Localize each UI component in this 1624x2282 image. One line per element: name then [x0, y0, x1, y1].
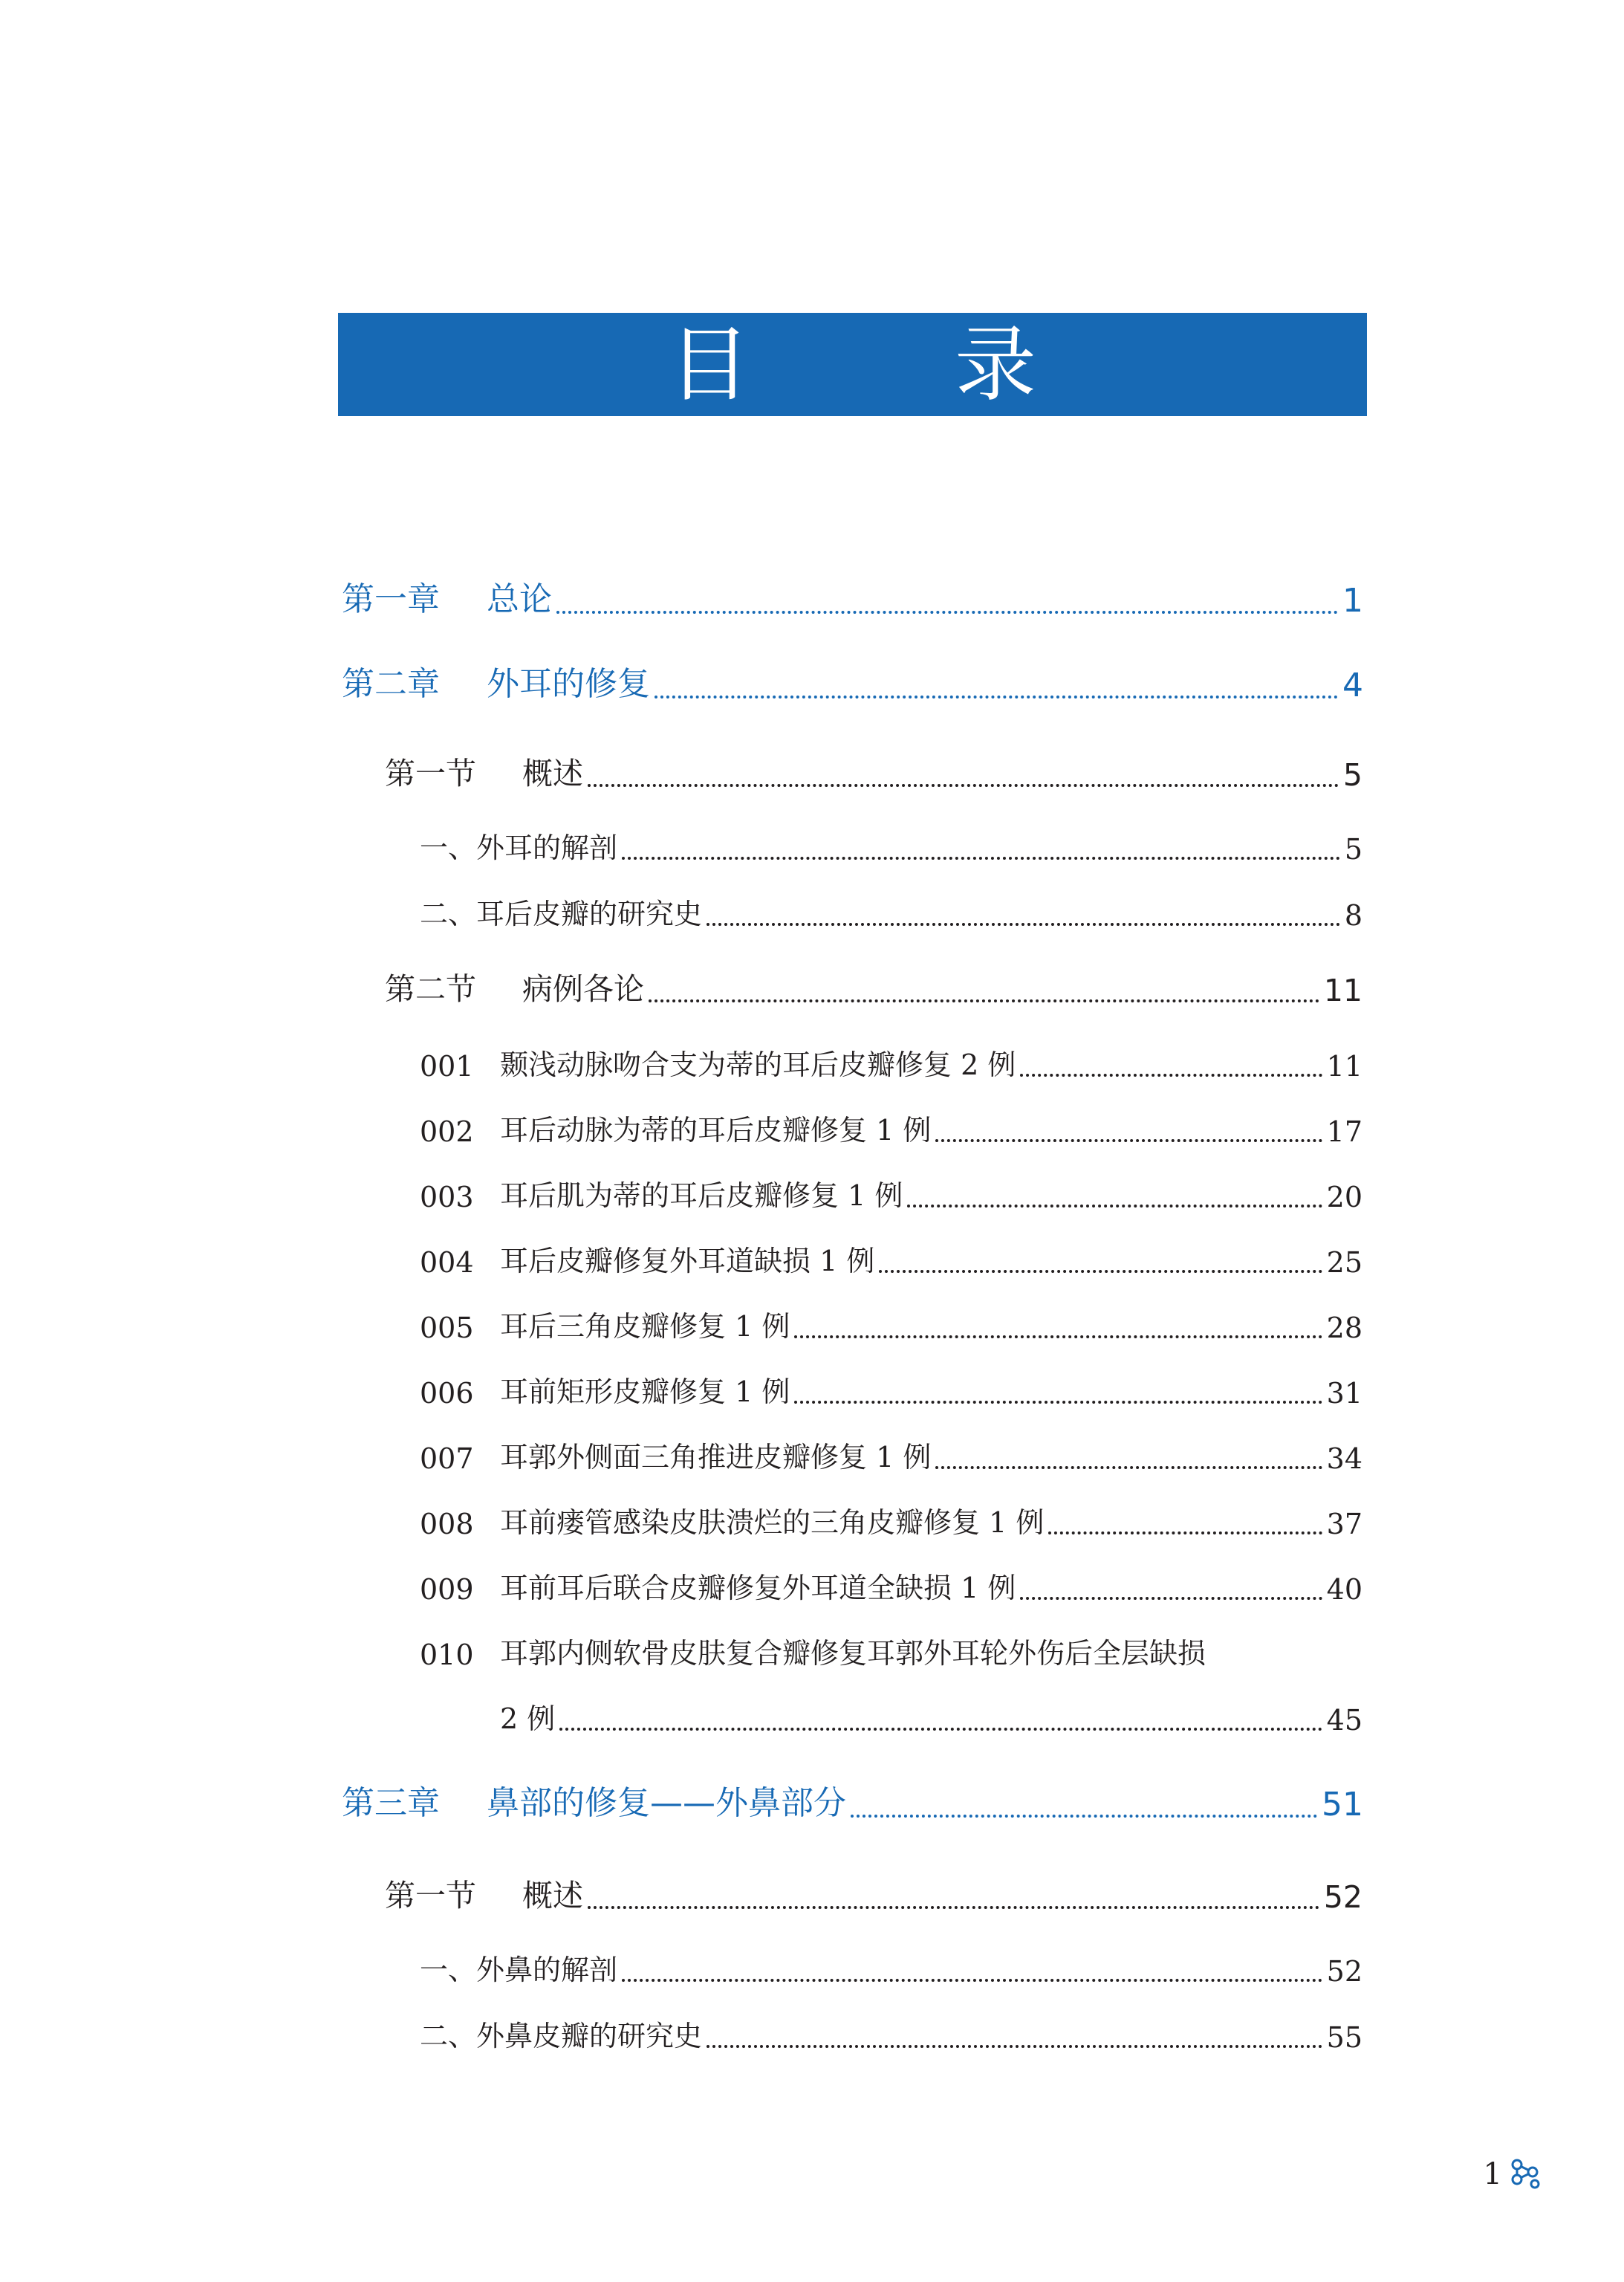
- case-title: 耳后皮瓣修复外耳道缺损 1 例: [500, 1245, 875, 1277]
- case-number: 001: [420, 1050, 474, 1083]
- toc-section-2-2[interactable]: [385, 965, 1362, 1008]
- page-footer: [1484, 2156, 1542, 2193]
- page-number: 11: [1326, 1050, 1362, 1083]
- case-title-continued: 2 例: [500, 1702, 556, 1735]
- case-number: 006: [420, 1377, 474, 1410]
- dot-leader: [622, 857, 1340, 860]
- page-number: 52: [1326, 1955, 1362, 1988]
- chapter-title: 外耳的修复: [487, 665, 650, 703]
- page-number: 1: [1342, 582, 1363, 620]
- footer-page-number: 1: [1483, 2157, 1502, 2191]
- subsection-title: 二、外鼻皮瓣的研究史: [420, 2020, 703, 2052]
- toc-case[interactable]: [420, 1238, 1362, 1279]
- subsection-title: 一、外鼻的解剖: [420, 1954, 618, 1986]
- dot-leader: [1020, 1597, 1322, 1600]
- dot-leader: [559, 1728, 1322, 1731]
- case-title: 耳前耳后联合皮瓣修复外耳道全缺损 1 例: [500, 1572, 1016, 1604]
- toc-case[interactable]: [420, 1565, 1362, 1606]
- page-number: 40: [1326, 1573, 1362, 1606]
- toc-case[interactable]: [420, 1500, 1362, 1540]
- page-number: 20: [1326, 1181, 1362, 1213]
- dot-leader: [707, 923, 1340, 926]
- case-title: 耳郭内侧软骨皮肤复合瓣修复耳郭外耳轮外伤后全层缺损: [500, 1637, 1206, 1670]
- page-number: 52: [1323, 1879, 1362, 1915]
- dot-leader: [655, 696, 1338, 698]
- toc-case[interactable]: [420, 1042, 1362, 1083]
- toc-case[interactable]: [420, 1434, 1362, 1475]
- toc-subsection-2-1-1[interactable]: [420, 825, 1362, 866]
- toc-case[interactable]: [420, 1369, 1362, 1410]
- case-title: 耳后动脉为蒂的耳后皮瓣修复 1 例: [500, 1114, 932, 1147]
- toc-case[interactable]: [420, 1630, 1362, 1671]
- chapter-title: 鼻部的修复——外鼻部分: [487, 1784, 846, 1822]
- page-title: 目 录: [669, 317, 1126, 412]
- page-number: 5: [1344, 833, 1362, 866]
- dot-leader: [794, 1401, 1322, 1404]
- chapter-number: 第三章: [342, 1784, 440, 1822]
- section-title: 病例各论: [522, 971, 644, 1007]
- page-number: 45: [1326, 1704, 1362, 1737]
- section-number: 第二节: [385, 971, 476, 1007]
- dot-leader: [588, 784, 1339, 787]
- toc-case[interactable]: [420, 1303, 1362, 1344]
- toc-case[interactable]: [420, 1107, 1362, 1148]
- case-number: 008: [420, 1508, 474, 1540]
- case-title: 耳前矩形皮瓣修复 1 例: [500, 1375, 790, 1408]
- case-title: 耳前瘘管感染皮肤溃烂的三角皮瓣修复 1 例: [500, 1506, 1045, 1539]
- dot-leader: [879, 1270, 1322, 1273]
- toc-subsection-3-1-2[interactable]: [420, 2013, 1362, 2054]
- dot-leader: [935, 1139, 1322, 1142]
- case-number: 005: [420, 1312, 474, 1344]
- subsection-title: 一、外耳的解剖: [420, 832, 618, 864]
- chapter-number: 第一章: [342, 580, 440, 618]
- subsection-title: 二、耳后皮瓣的研究史: [420, 898, 703, 930]
- case-title: 耳郭外侧面三角推进皮瓣修复 1 例: [500, 1441, 932, 1474]
- page-number: 31: [1326, 1377, 1362, 1410]
- case-number: 004: [420, 1246, 474, 1279]
- dot-leader: [707, 2045, 1322, 2048]
- dot-leader: [649, 999, 1319, 1002]
- dot-leader: [794, 1335, 1322, 1338]
- page-number: 51: [1322, 1786, 1363, 1824]
- section-title: 概述: [522, 756, 583, 791]
- share-nodes-icon: [1508, 2156, 1542, 2193]
- dot-leader: [1048, 1531, 1322, 1534]
- case-title: 耳后三角皮瓣修复 1 例: [500, 1310, 790, 1343]
- toc-section-3-1[interactable]: [385, 1871, 1362, 1915]
- page-number: 28: [1326, 1312, 1362, 1344]
- case-number: 002: [420, 1115, 474, 1148]
- toc-case[interactable]: [420, 1173, 1362, 1213]
- page-number: 5: [1342, 757, 1362, 793]
- page-number: 55: [1326, 2021, 1362, 2054]
- case-title: 颞浅动脉吻合支为蒂的耳后皮瓣修复 2 例: [500, 1048, 1016, 1081]
- toc-section-2-1[interactable]: [385, 749, 1362, 793]
- page-number: 17: [1326, 1115, 1362, 1148]
- case-number: 007: [420, 1442, 474, 1475]
- chapter-title: 总论: [487, 580, 552, 618]
- case-number: 009: [420, 1573, 474, 1606]
- title-banner: [338, 313, 1367, 416]
- dot-leader: [935, 1466, 1322, 1469]
- dot-leader: [851, 1815, 1317, 1818]
- case-title: 耳后肌为蒂的耳后皮瓣修复 1 例: [500, 1179, 903, 1212]
- dot-leader: [907, 1205, 1322, 1208]
- toc-subsection-2-1-2[interactable]: [420, 891, 1362, 932]
- page-number: 4: [1342, 667, 1363, 704]
- toc-chapter-1[interactable]: [342, 572, 1363, 620]
- section-number: 第一节: [385, 756, 476, 791]
- toc-chapter-2[interactable]: [342, 657, 1363, 704]
- dot-leader: [622, 1979, 1322, 1982]
- dot-leader: [588, 1906, 1319, 1909]
- case-number: 003: [420, 1181, 474, 1213]
- page-number: 8: [1344, 899, 1362, 932]
- page-number: 11: [1323, 973, 1362, 1008]
- dot-leader: [1020, 1074, 1322, 1077]
- section-title: 概述: [522, 1878, 583, 1913]
- case-number: 010: [420, 1638, 474, 1671]
- chapter-number: 第二章: [342, 665, 440, 703]
- section-number: 第一节: [385, 1878, 476, 1913]
- dot-leader: [556, 611, 1338, 614]
- toc-case-continuation[interactable]: [420, 1696, 1362, 1737]
- page-number: 34: [1326, 1442, 1362, 1475]
- toc-chapter-3[interactable]: [342, 1776, 1363, 1824]
- page-number: 25: [1326, 1246, 1362, 1279]
- page-number: 37: [1326, 1508, 1362, 1540]
- toc-subsection-3-1-1[interactable]: [420, 1947, 1362, 1988]
